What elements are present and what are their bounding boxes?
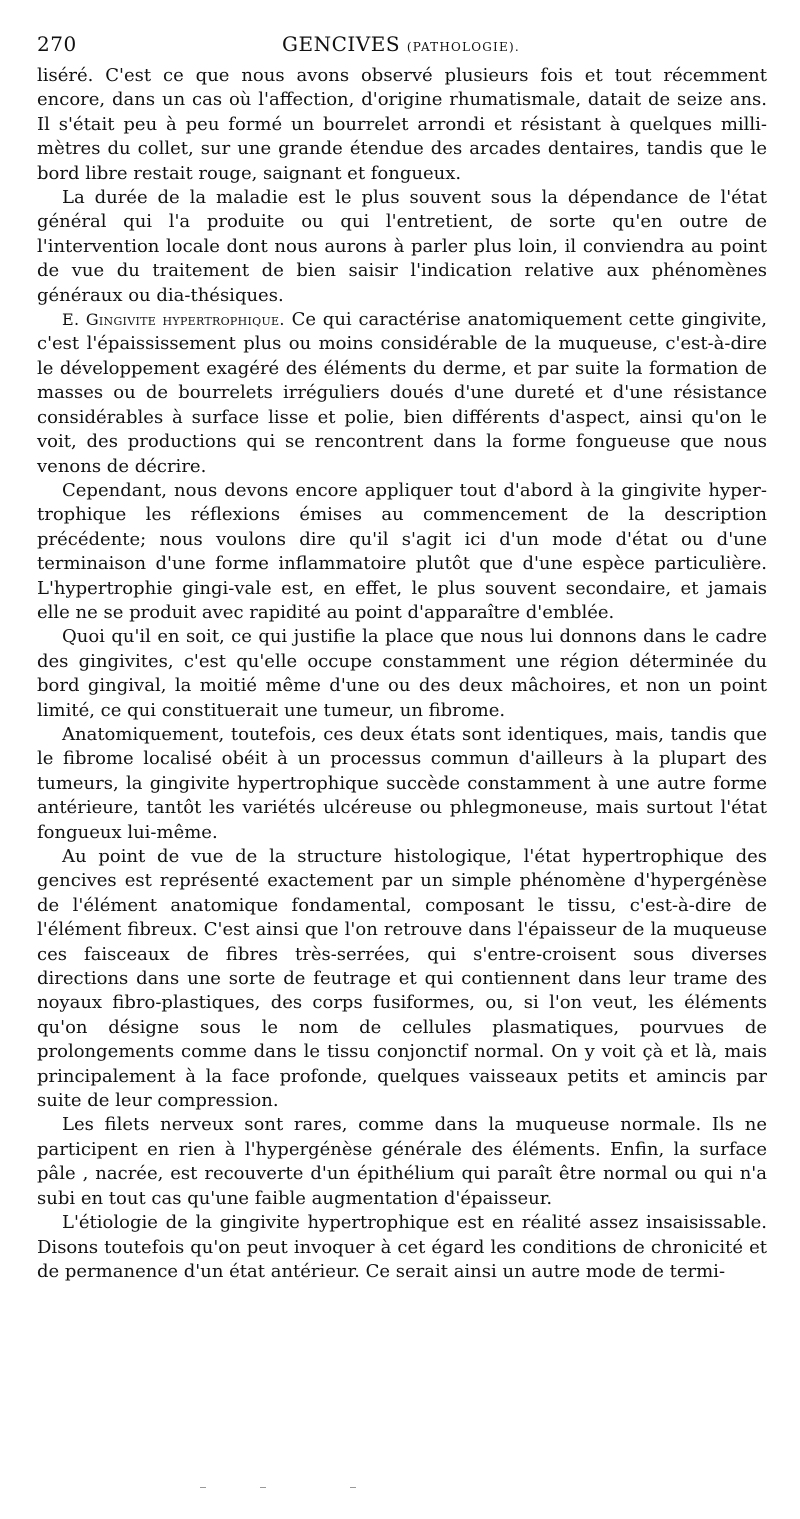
running-title-main: GENCIVES: [282, 32, 401, 56]
paragraph-anatomiquement: Anatomiquement, toutefois, ces deux états sont identiques, mais, tandis que le fibrome localisé obéit à un processus commun d'ailleurs à la plupart des tumeurs, la gingivite hypertrophique succède constamment à une autre forme antérieure, tantôt les variétés ulcéreuse ou phlegmoneuse, mais surtout l'état fongueux lui-même.: [37, 723, 767, 843]
scan-speck: [260, 1487, 266, 1488]
section-heading: E. Gingivite hypertrophique.: [62, 310, 285, 330]
page-body: [37, 64, 767, 1284]
running-title: [282, 32, 520, 56]
paragraph-duration: La durée de la maladie est le plus souvent sous la dépendance de l'état général qui l'a produite ou qui l'entretient, de sorte qu'en outre de l'intervention locale dont nous aurons à parler plus loin, il conviendra au point de vue du traitement de bien saisir l'indication relative aux phénomènes généraux ou dia-thésiques.: [37, 187, 767, 306]
paragraph-cependant: Cependant, nous devons encore appliquer tout d'abord à la gingivite hyper-trophique les réflexions émises au commencement de la description précédente; nous voulons dire qu'il s'agit ici d'un mode d'état ou d'une terminaison d'une forme inflammatoire plutôt que d'une espèce particulière. L'hypertrophie gingi-vale est, en effet, le plus souvent secondaire, et jamais elle ne se produit avec rapidité au point d'apparaître d'emblée.: [37, 479, 767, 623]
running-title-subtitle: (PATHOLOGIE).: [406, 40, 520, 54]
paragraph-histologique: Au point de vue de la structure histologique, l'état hypertrophique des gencives est représenté exactement par un simple phénomène d'hypergénèse de l'élément anatomique fondamental, composant le tissu, c'est-à-dire de l'élément fibreux. C'est ainsi que l'on retrouve dans l'épaisseur de la muqueuse ces faisceaux de fibres très-serrées, qui s'entre-croisent sous diverses directions dans une sorte de feutrage et qui contiennent dans leur trame des noyaux fibro-plastiques, des corps fusiformes, ou, si l'on veut, les éléments qu'on désigne sous le nom de cellules plasmatiques, pourvues de prolongements comme dans le tissu conjonctif normal. On y voit çà et là, mais principalement à la face profonde, quelques vaisseaux petits et amincis par suite de leur compression.: [37, 846, 767, 1112]
scan-speck: [200, 1487, 206, 1488]
page-number: 270: [37, 32, 77, 56]
book-page: [37, 32, 767, 1284]
paragraph-etiologie: L'étiologie de la gingivite hypertrophique est en réalité assez insaisissable. Disons toutefois qu'on peut invoquer à cet égard les conditions de chronicité et de permanence d'un état antérieur. Ce serait ainsi un autre mode de termi-: [37, 1212, 767, 1282]
paragraph-continuation: liséré. C'est ce que nous avons observé plusieurs fois et tout récemment encore, dans un cas où l'affection, d'origine rhumatismale, datait de seize ans. Il s'était peu à peu formé un bourrelet arrondi et résistant à quelques milli-mètres du collet, sur une grande étendue des arcades dentaires, tandis que le bord libre restait rouge, saignant et fongueux.: [37, 65, 767, 184]
section-e-text: Ce qui caractérise anatomiquement cette gingivite, c'est l'épaississement plus ou moins considérable de la muqueuse, c'est-à-dire le développement exagéré des éléments du derme, et par suite la formation de masses ou de bourrelets irréguliers doués d'une dureté et d'une résistance considérables à surface lisse et polie, bien différents d'aspect, ainsi qu'on le voit, des productions qui se rencontrent dans la forme fongueuse que nous venons de décrire.: [37, 309, 767, 477]
paragraph-quoi: Quoi qu'il en soit, ce qui justifie la place que nous lui donnons dans le cadre des gingivites, c'est qu'elle occupe constamment une région déterminée du bord gingival, la moitié même d'une ou des deux mâchoires, et non un point limité, ce qui constituerait une tumeur, un fibrome.: [37, 626, 767, 721]
paragraph-section-e: [37, 308, 767, 479]
paragraph-filets-nerveux: Les filets nerveux sont rares, comme dans la muqueuse normale. Ils ne participent en rien à l'hypergénèse générale des éléments. Enfin, la surface pâle , nacrée, est recouverte d'un épithélium qui paraît être normal ou qui n'a subi en tout cas qu'une faible augmentation d'épaisseur.: [37, 1114, 767, 1209]
running-header: [37, 32, 767, 62]
scan-speck: [350, 1487, 356, 1488]
